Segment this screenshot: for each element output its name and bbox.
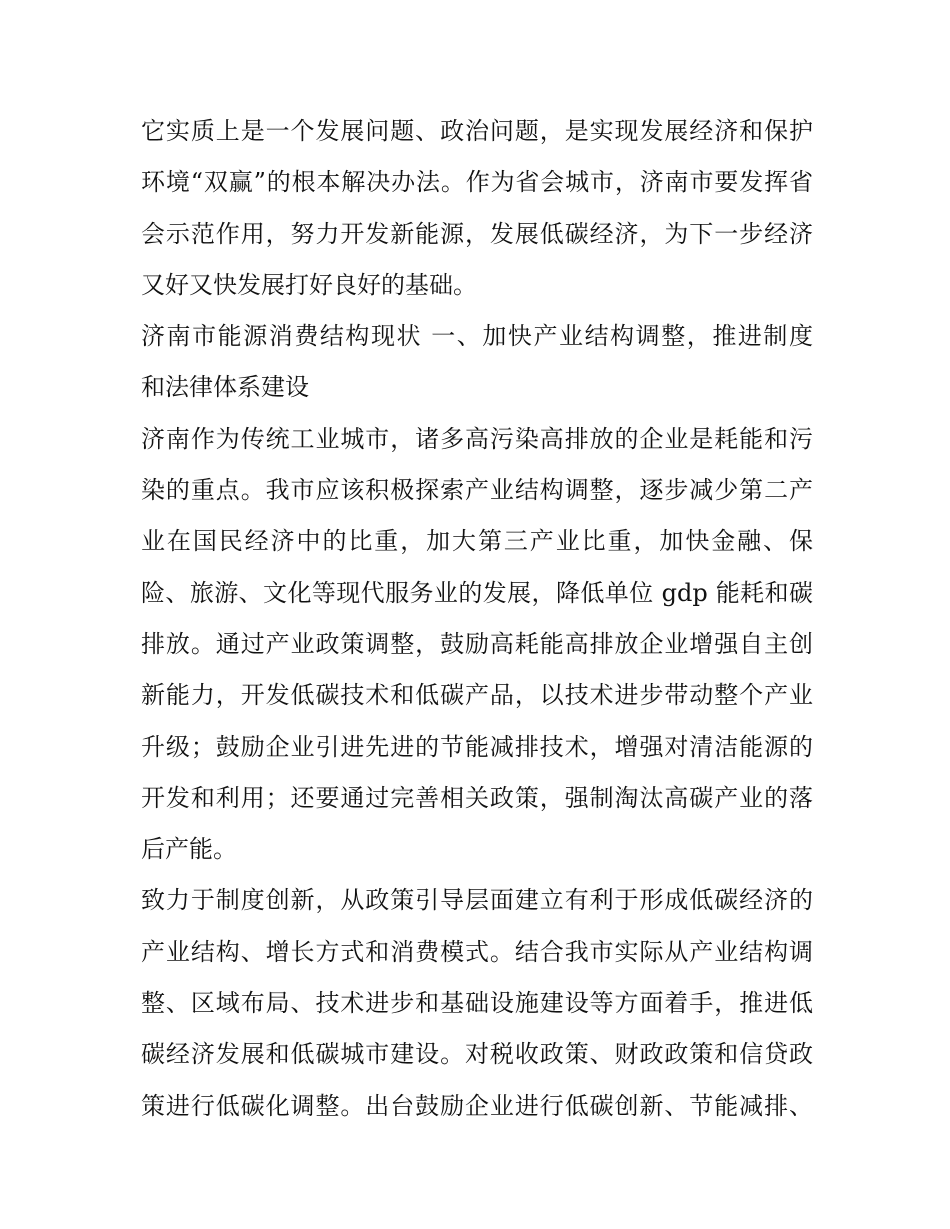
text-line: 碳经济发展和低碳城市建设。对税收政策、财政政策和信贷政	[141, 1040, 813, 1069]
section-heading-line: 济南市能源消费结构现状 一、加快产业结构调整，推进制度	[141, 322, 813, 351]
text-line: 整、区域布局、技术进步和基础设施建设等方面着手，推进低	[141, 989, 813, 1018]
text-line: 升级；鼓励企业引进先进的节能减排技术，增强对清洁能源的	[141, 732, 813, 761]
text-line: 险、旅游、文化等现代服务业的发展，降低单位 gdp 能耗和碳	[141, 578, 813, 607]
section-heading-line: 和法律体系建设	[141, 373, 309, 402]
text-line: 排放。通过产业政策调整，鼓励高耗能高排放企业增强自主创	[141, 629, 813, 658]
text-line: 致力于制度创新，从政策引导层面建立有利于形成低碳经济的	[141, 886, 813, 915]
text-line: 环境“双赢”的根本解决办法。作为省会城市，济南市要发挥省	[141, 168, 813, 197]
text-line: 染的重点。我市应该积极探索产业结构调整，逐步减少第二产	[141, 476, 813, 505]
text-line: 业在国民经济中的比重，加大第三产业比重，加快金融、保	[141, 527, 813, 556]
body-text	[141, 106, 813, 1132]
text-line: 济南作为传统工业城市，诸多高污染高排放的企业是耗能和污	[141, 424, 813, 453]
text-line: 产业结构、增长方式和消费模式。结合我市实际从产业结构调	[141, 937, 813, 966]
text-line: 新能力，开发低碳技术和低碳产品，以技术进步带动整个产业	[141, 681, 813, 710]
text-line: 它实质上是一个发展问题、政治问题，是实现发展经济和保护	[141, 117, 813, 145]
text-line: 又好又快发展打好良好的基础。	[141, 270, 477, 299]
text-line: 策进行低碳化调整。出台鼓励企业进行低碳创新、节能减排、	[141, 1091, 813, 1120]
text-line: 会示范作用，努力开发新能源，发展低碳经济，为下一步经济	[141, 219, 813, 248]
text-line: 后产能。	[141, 835, 237, 864]
text-line: 开发和利用；还要通过完善相关政策，强制淘汰高碳产业的落	[141, 783, 813, 812]
